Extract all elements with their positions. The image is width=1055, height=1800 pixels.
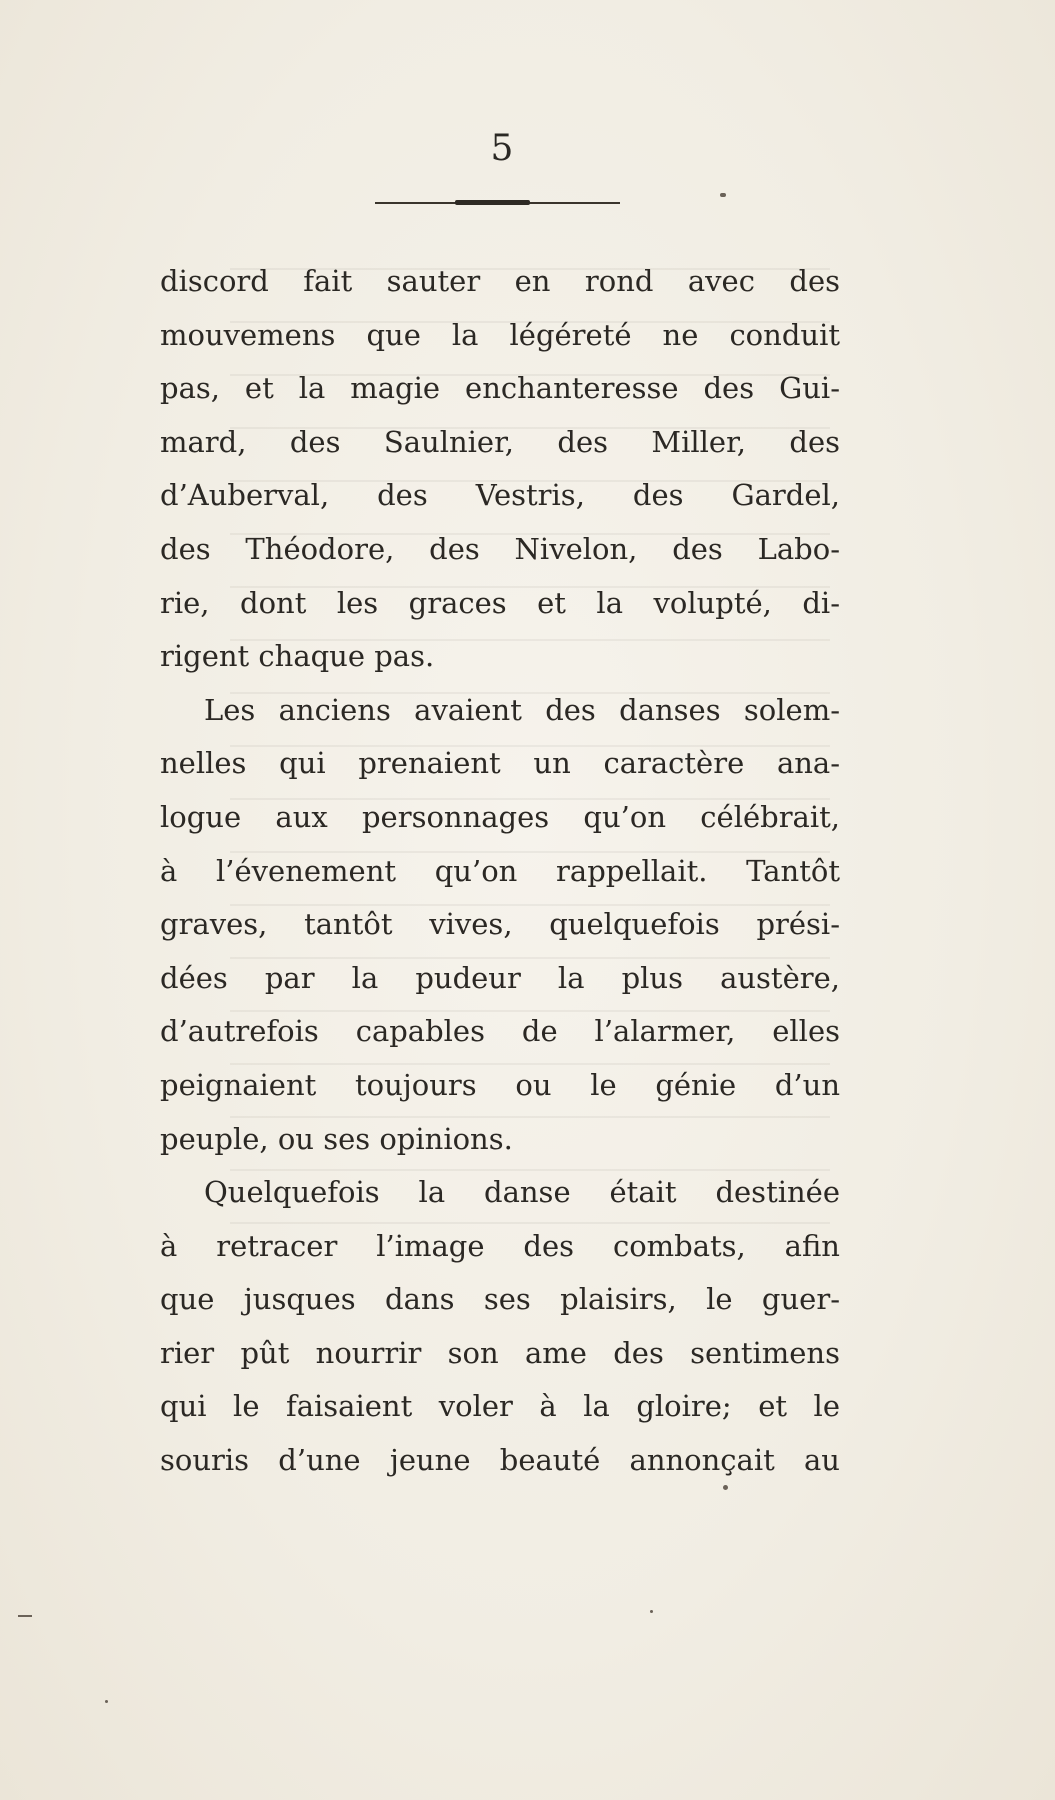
text-line: peignaient toujours ou le génie d’un [160,1067,840,1102]
text-line: à retracer l’image des combats, afin [160,1228,840,1263]
paper-speck [18,1615,32,1617]
paper-speck [723,1485,728,1490]
text-line: souris d’une jeune beauté annonçait au [160,1443,840,1478]
text-line: rigent chaque pas. [160,639,435,674]
header-rule-ornament [455,200,530,205]
text-line: d’Auberval, des Vestris, des Gardel, [160,478,840,513]
text-line: logue aux personnages qu’on célébrait, [160,799,840,834]
text-line: des Théodore, des Nivelon, des Labo- [160,531,840,566]
text-line: qui le faisaient voler à la gloire; et le [160,1389,840,1424]
page-number: 5 [490,128,515,169]
text-line: dées par la pudeur la plus austère, [160,960,840,995]
text-line: discord fait sauter en rond avec des [160,264,840,298]
text-line: nelles qui prenaient un caractère ana- [160,746,840,781]
text-line: rie, dont les graces et la volupté, di- [160,585,840,620]
text-line: d’autrefois capables de l’alarmer, elles [160,1014,840,1049]
text-line: pas, et la magie enchanteresse des Gui- [160,371,840,406]
text-line: mouvemens que la légéreté ne conduit [160,317,840,352]
body-text [160,255,840,1488]
text-line: que jusques dans ses plaisirs, le guer- [160,1282,840,1317]
paper-speck [650,1610,653,1613]
text-line: à l’évenement qu’on rappellait. Tantôt [160,853,840,888]
text-line: Les anciens avaient des danses solem- [204,692,840,727]
text-line: rier pût nourrir son ame des sentimens [160,1335,840,1370]
paper-speck [105,1700,108,1703]
paper-speck [720,193,726,197]
text-line: Quelquefois la danse était destinée [204,1175,840,1210]
text-line: graves, tantôt vives, quelquefois prési- [160,907,840,942]
text-line: mard, des Saulnier, des Miller, des [160,424,840,459]
text-line: peuple, ou ses opinions. [160,1121,513,1156]
